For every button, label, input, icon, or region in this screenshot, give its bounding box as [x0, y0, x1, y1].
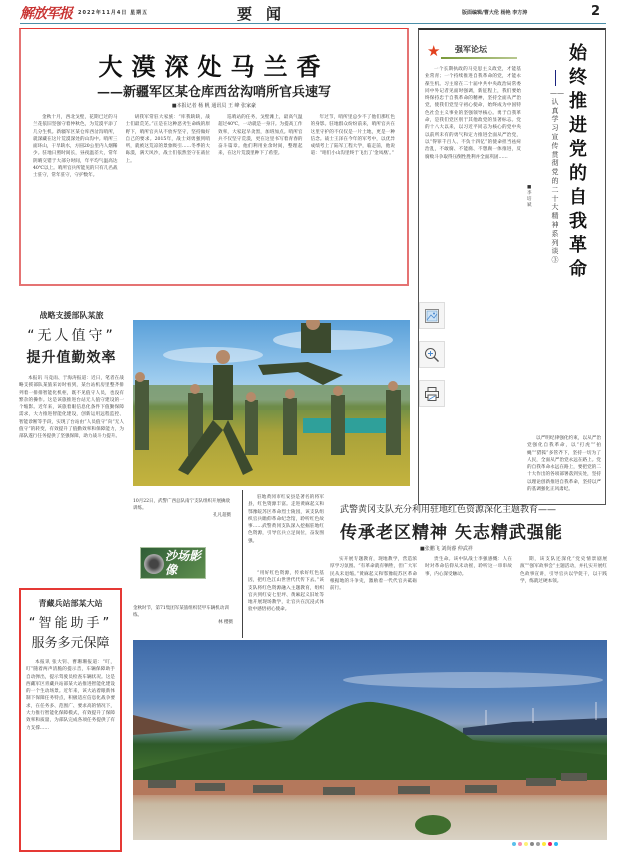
color-dot — [512, 842, 516, 846]
lead-article-subtitle: ——新疆军区某仓库西岔沟哨所官兵速写 — [96, 85, 331, 100]
subtitle-dash — [555, 70, 556, 86]
zoom-in-button[interactable] — [419, 341, 445, 368]
page-editors: 版面编辑/曹大伦 杨艳 李方涛 — [462, 10, 528, 16]
body-column: 巡哨站的任务，戈壁滩上，最高气温超过40℃，一动就是一身汗。为提高工作效率，大家起早贪黑，加班加点。哨所官兵不仅坚守荒漠，更在这里书写着青春的奋斗篇章。他们利用业余时间，整理起来，在这片荒漠里种下了希望。 — [218, 115, 303, 157]
left-story-headline[interactable]: “无人值守” — [27, 328, 116, 344]
photo-credit: 林 樱摄 — [218, 620, 233, 625]
commentary-body: 一个长期执政的马克思主义政党，才能基业常青；一个持续推进自我革命的党，才能永葆生机。习主席在二十届中共中央政治局常委同中外记者见面时强调，新征程上，我们要始终保持忠于自我革命的精神，坚持全面从严治党，使我们党坚守初心使命，始终成为中国特色社会主义事业的坚强领导核心。勇于自我革命，是我们党区别于其他政党的显著标志。党的十八大以来，以习近平同志为核心的党中央以前所未有的勇气和定力推进全面从严治党，以“得罪千百人、不负十四亿”的使命担当祛疴治乱，不敢腐、不能腐、不想腐一体推进，反腐败斗争取得压倒性胜利并全面巩固…… — [425, 67, 521, 160]
image-view-button[interactable] — [419, 302, 445, 329]
landscape-photo-illustration — [133, 640, 607, 840]
body-column: 年过节，哨所里总少不了他们那红色的身影。驻地群众纷纷前来，哨所官兵在这里守护的不仅仅是一片土地，更是一种信念。战士王泽在今年的军考中，以优异成绩考上了陆军工程大学，临走前，他说道：“咱们小山沟里终于飞出了‘金凤凰’。” — [310, 115, 395, 157]
column-divider — [242, 490, 243, 638]
print-button[interactable] — [419, 380, 445, 407]
color-dot — [518, 842, 522, 846]
second-article-column: 驻地黄冈市红安县是著名的将军县，红色资源丰富。走进黄麻起义和鄂豫皖苏区革命烈士陵园，该支队组织官兵瞻仰革命纪念馆，聆听红色故事……武警黄冈支队深入挖掘驻地红色资源，引导官兵立足岗位，奋发图强。 — [248, 495, 324, 544]
newspaper-logo: 解放军报 — [20, 6, 72, 22]
left-story-body: 本报讯 马竞雨、于海涛报道：近日，笔者在战略支援部队某旅采访时看到，某台站机房里整齐排列着一排排智能化机柜，既不见值守人员，也没有繁杂的操作。这是该旅推进台站无人值守建设的一个缩影。近年来，该旅着眼信息化条件下值勤保障需求，大力推进智能化建设，创新运用远程监控、智能诊断等手段，实现了台站由“人员值守”向“无人值守”的转变，有效提升了值勤效率和保障能力，为部队遂行任务提供了坚强保障，助力战斗力提升。 — [19, 376, 124, 440]
photo-combat-training[interactable] — [133, 320, 410, 486]
left-story-kicker: 战略支援部队某旅 — [39, 310, 104, 320]
star-icon: ★ — [427, 42, 441, 60]
photo-credit: 孔凡超摄 — [213, 513, 231, 518]
commentary-subtitle-text: ——认真学习宣传贯彻党的二十大精神系列谈③ — [550, 89, 564, 265]
image-icon — [424, 308, 440, 324]
lead-article-byline: ■本报记者 杨 帆 通讯员 王 峰 张家豪 — [171, 103, 257, 109]
section-title: 要闻 — [237, 5, 296, 23]
second-article-byline: ■张鹏飞 刘尚睿 仲武祥 — [420, 546, 473, 552]
color-dot — [548, 842, 552, 846]
photo-caption-landscape — [133, 605, 233, 626]
camera-lens-icon — [144, 554, 164, 574]
lead-article-body — [33, 114, 395, 282]
color-dot — [530, 842, 534, 846]
column-header — [425, 40, 525, 60]
zoom-in-icon — [424, 347, 440, 363]
battlefield-images-badge — [140, 547, 206, 579]
floating-toolbar — [419, 302, 445, 419]
page-number: 2 — [591, 4, 601, 19]
color-dot — [524, 842, 528, 846]
color-dot — [554, 842, 558, 846]
second-article-column: “用好红色资源，传承好红色基因，把红色江山世世代代传下去。”该支队将红色资源融入主题教育，组织官兵到红安七里坪、黄麻起义旧址等地开展现场教学，让官兵在沉浸式体验中感悟初心使命。 — [248, 571, 324, 613]
red-box-headline-2[interactable]: 服务多元保障 — [31, 636, 110, 651]
photo-caption-drill — [133, 498, 231, 519]
print-registration-dots — [512, 842, 558, 846]
second-article-column: 实开展专题教育，现地教学，营造浓厚学习氛围。“有革命就有牺牲，但广大军民从未退缩。”黄麻起义和鄂豫皖苏区革命根据地的斗争史，激励着一代代官兵砥砺前行。 — [330, 557, 417, 592]
left-story-unmanned[interactable] — [19, 300, 124, 580]
masthead — [0, 0, 627, 26]
column-name: 强军论坛 — [455, 45, 487, 54]
masthead-rule — [20, 23, 606, 24]
lead-article[interactable] — [19, 28, 409, 286]
red-box-kicker: 青藏兵站部某大站 — [38, 598, 103, 608]
commentary-title[interactable]: 始终推进党的自我革命 — [569, 43, 587, 280]
color-dot — [536, 842, 540, 846]
body-column: 胡我军常驻大家族：“库我缺缺，战士们最荒芜。”正是在这种恶劣生命线的原野下，哨所官兵从不放弃坚守，坚持做好自己的要求。2015年，战士刘勇强到哨所，就被这荒凉的景象吸引……冬季的大砾漠，满天风沙，战士们依然坚守在战位上。 — [125, 115, 210, 164]
caption-text: 金秋时节，第71集团军某旅组织装甲车辆机动训练。 — [133, 606, 229, 618]
second-article-column: 贵生命。该中队战士李强感慨：人在时对革命信仰从未动摇，聆听这一串串故事，内心深受触动。 — [425, 557, 512, 577]
color-dot — [542, 842, 546, 846]
red-box-story-smart-assistant[interactable] — [19, 588, 122, 852]
second-article-kicker: 武警黄冈支队充分利用驻地红色资源深化主题教育—— — [340, 505, 557, 515]
training-photo-illustration — [133, 320, 410, 486]
red-box-body: 本报讯 张大钊、曹珊珊报道：“叮，叮”随着两声清脆的提示音，车辆保障助手自动弹出，提示驾驶员检查车辆状况。这是西藏军区青藏兵站部某大站推进智能化建设的一个生动场景。近年来，该大站着眼新体制下保障任务特点，积极适应信息化战争要求，在任务多、范围广、要求高的情况下，大力推行智能化保障模式，有效提升了保障效率和质量，为部队完成各项任务提供了有力支撑…… — [26, 660, 115, 731]
second-article-column: 期，该支队还深化“党史情景剧展演”“强军故事会”主题活动，并扎实开展红色故事宣讲，引导官兵以学促干，以干践学，练就过硬本领。 — [520, 557, 607, 584]
commentary-byline: ■李培斌 — [527, 185, 532, 208]
left-story-headline-2[interactable]: 提升值勤效率 — [26, 350, 117, 366]
lead-article-title[interactable]: 大漠深处马兰香 — [98, 53, 330, 81]
issue-date: 2022年11月4日 星期五 — [78, 10, 149, 16]
second-article-title[interactable]: 传承老区精神 矢志精武强能 — [340, 523, 563, 543]
photo-armored-vehicles[interactable] — [133, 640, 607, 840]
caption-text: 10月22日，武警广西总队南宁支队组织开展擒敌训练。 — [133, 499, 230, 511]
commentary-article[interactable] — [418, 28, 606, 505]
commentary-body-tail: 以严明纪律强化约束，以从严治党强化自我革命，以“打虎”“拍蝇”“猎狐”多管齐下，坚持一切为了人民，全面从严治党永远在路上。党的自我革命永远在路上，要把党的二十大作出的各项部署落到实处，坚持以理论创新推进自我革命，坚持以严的基调强化正风肃纪。 — [527, 436, 601, 493]
red-box-headline[interactable]: “智能助手” — [28, 616, 113, 631]
column-underline — [441, 57, 517, 59]
second-article-body — [330, 556, 607, 636]
commentary-subtitle — [550, 70, 564, 265]
print-icon — [424, 386, 440, 402]
badge-label: 沙场影像 — [165, 549, 202, 577]
body-column: 金秋十月，西北戈壁，花期已过的马兰花依旧坚强守着仲秋色，为荒漠平添了几分生机。新疆军区某仓库西岔沟哨所，就深藏在这片荒漠深处的山沟中。哨所三面环山，干旱缺水，方圆20公里内人烟稀少。驻地日照时间长，昼夜温差大，常年阴晴交错于大部分时间，年平均气温高达40℃以上。哨所官兵所能见的只有几名战士驻守，常年驻守，守护数年。 — [33, 115, 118, 179]
